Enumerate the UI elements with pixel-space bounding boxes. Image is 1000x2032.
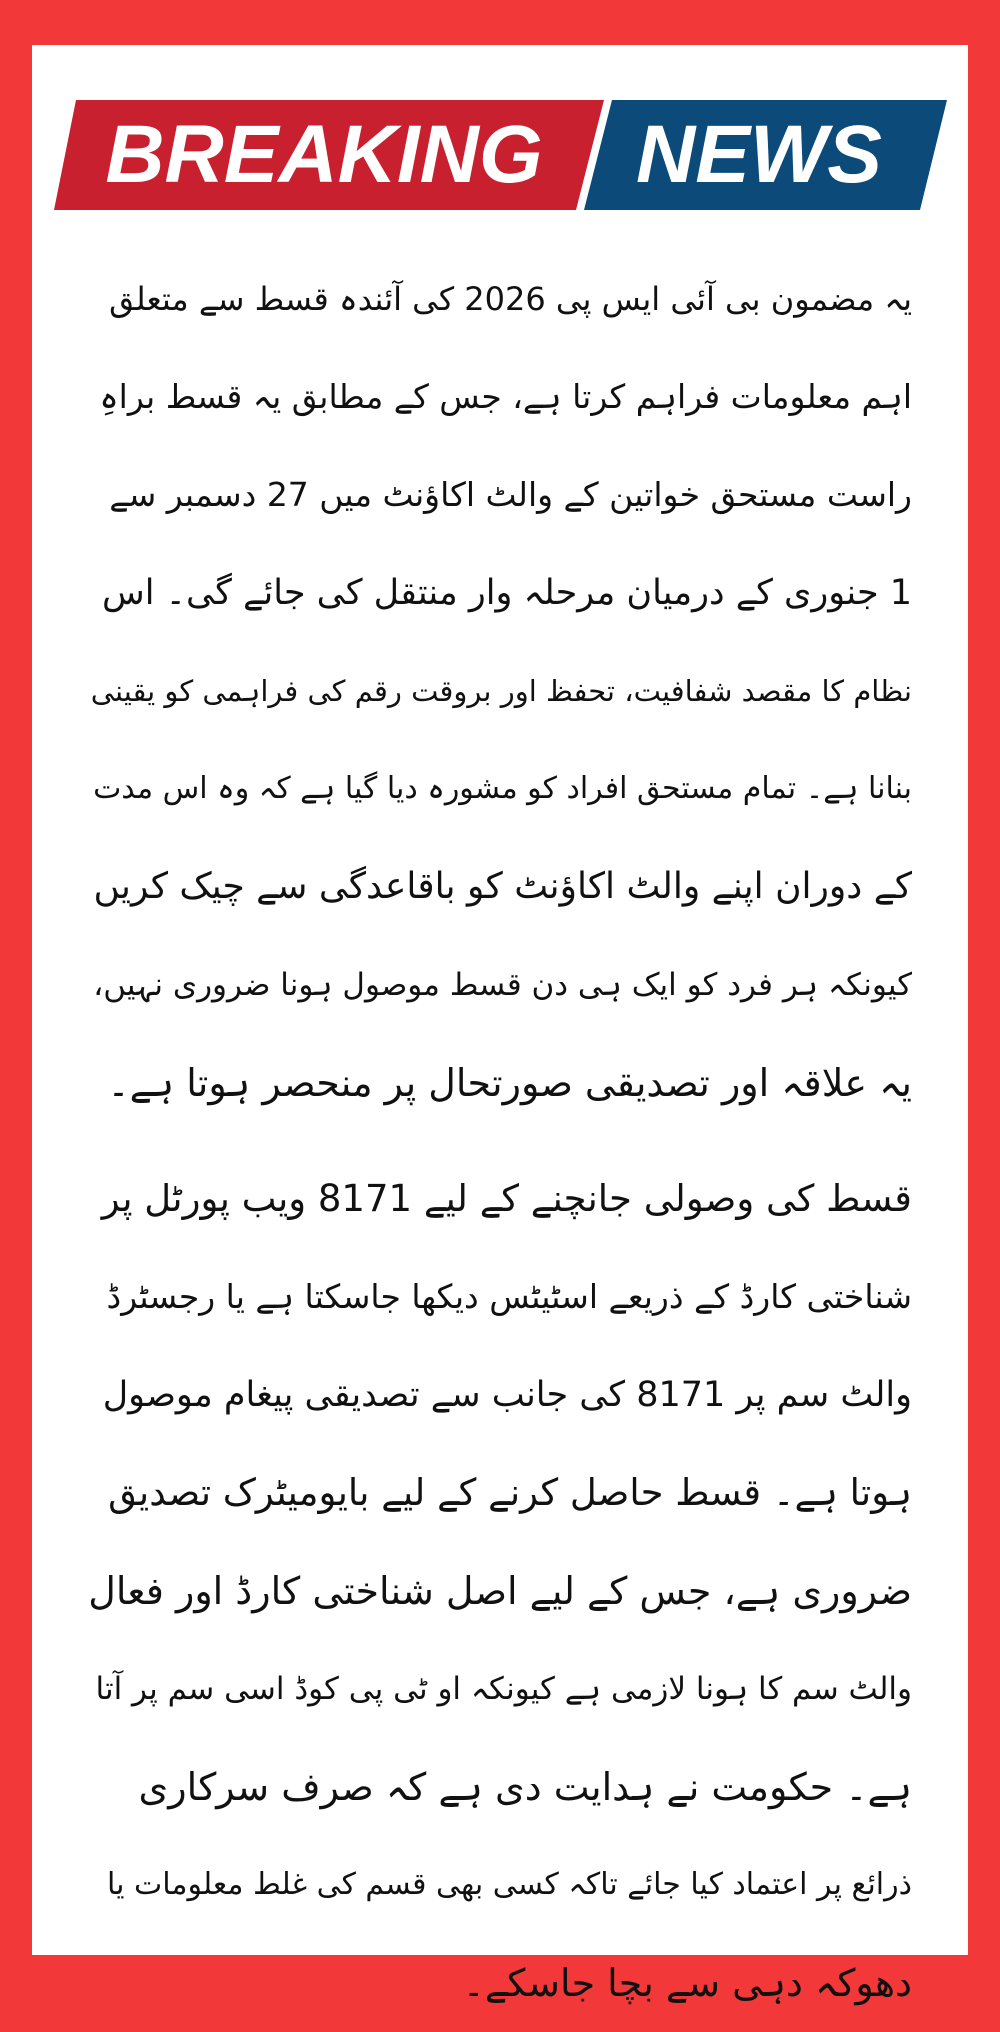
breaking-news-logo bbox=[54, 100, 947, 210]
paragraph-line: بنانا ہے۔ تمام مستحق افراد کو مشورہ دیا گیا ہے کہ وہ اس مدت bbox=[93, 771, 912, 806]
article-paragraph-2 bbox=[87, 1150, 912, 2032]
paragraph-line: دھوکہ دہی سے بچا جاسکے۔ bbox=[462, 1961, 912, 2005]
paragraph-line: راست مستحق خواتین کے والٹ اکاؤنٹ میں 27 دسمبر سے bbox=[109, 475, 912, 514]
paragraph-line: شناختی کارڈ کے ذریعے اسٹیٹس دیکھا جاسکتا ہے یا رجسٹرڈ bbox=[106, 1277, 912, 1316]
paragraph-line: ذرائع پر اعتماد کیا جائے تاکہ کسی بھی قسم کی غلط معلومات یا bbox=[106, 1867, 912, 1902]
paragraph-line: نظام کا مقصد شفافیت، تحفظ اور بروقت رقم کی فراہمی کو یقینی bbox=[90, 674, 912, 708]
paragraph-line: والٹ سم کا ہونا لازمی ہے کیونکہ او ٹی پی کوڈ اسی سم پر آتا bbox=[95, 1671, 912, 1707]
article-card bbox=[32, 45, 968, 2005]
paragraph-line: یہ مضمون بی آئی ایس پی 2026 کی آئندہ قسط سے متعلق bbox=[109, 280, 912, 318]
paragraph-line: ہوتا ہے۔ قسط حاصل کرنے کے لیے بایومیٹرک تصدیق bbox=[108, 1471, 912, 1514]
breaking-news-banner bbox=[54, 100, 947, 210]
paragraph-line: والٹ سم پر 8171 کی جانب سے تصدیقی پیغام موصول bbox=[102, 1375, 912, 1415]
banner-word-news: NEWS bbox=[636, 109, 882, 200]
paragraph-line: ہے۔ حکومت نے ہدایت دی ہے کہ صرف سرکاری bbox=[138, 1765, 912, 1809]
paragraph-line: ضروری ہے، جس کے لیے اصل شناختی کارڈ اور فعال bbox=[88, 1569, 912, 1613]
article-paragraph-1 bbox=[87, 250, 912, 1132]
paragraph-line: یہ علاقہ اور تصدیقی صورتحال پر منحصر ہوتا ہے۔ bbox=[107, 1061, 912, 1105]
paragraph-line: قسط کی وصولی جانچنے کے لیے 8171 ویب پورٹل پر bbox=[101, 1177, 912, 1220]
paragraph-line: کیونکہ ہر فرد کو ایک ہی دن قسط موصول ہونا ضروری نہیں، bbox=[93, 967, 912, 1003]
paragraph-line: کے دوران اپنے والٹ اکاؤنٹ کو باقاعدگی سے چیک کریں bbox=[93, 866, 912, 907]
paragraph-line: 1 جنوری کے درمیان مرحلہ وار منتقل کی جائے گی۔ اس bbox=[101, 573, 912, 613]
paragraph-line: اہم معلومات فراہم کرتا ہے، جس کے مطابق یہ قسط براہِ bbox=[99, 377, 912, 416]
banner-word-breaking: BREAKING bbox=[105, 109, 543, 200]
